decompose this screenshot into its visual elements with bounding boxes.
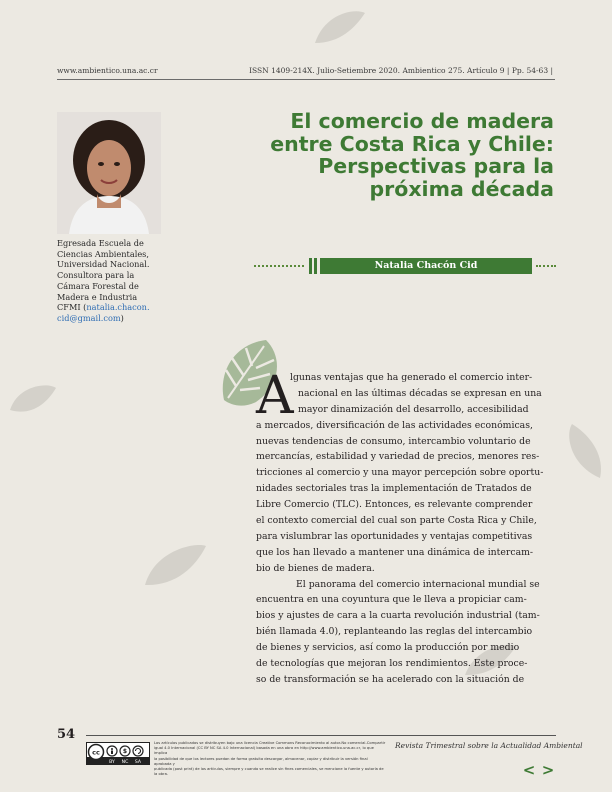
cc-label-sa: SA [134, 760, 142, 764]
svg-text:cc: cc [92, 748, 100, 757]
bio-line: CFMI (natalia.chacon. [57, 302, 150, 313]
author-name: Natalia Chacón Cid [320, 258, 532, 274]
body-line: lgunas ventajas que ha generado el comercio inter- [290, 372, 533, 383]
bio-line: Consultora para la [57, 270, 135, 281]
dotted-divider [536, 265, 556, 267]
body-line: encuentra en una coyuntura que le lleva a propiciar cam- [256, 594, 527, 606]
body-line: nacional en las últimas décadas se expresan en una [298, 387, 542, 399]
journal-name: Revista Trimestral sobre la Actualidad Ambiental [395, 741, 583, 750]
body-line: so de transformación se ha acelerado con la situación de [256, 673, 525, 685]
cc-license-icon [87, 743, 149, 764]
body-line: a mercados, diversificación de las actividades económicas, [256, 419, 533, 431]
dotted-divider [254, 265, 304, 267]
body-line: el contexto comercial del cual son parte Costa Rica y Chile, [256, 515, 537, 527]
author-portrait-image [57, 112, 161, 234]
background-leaf-icon [310, 8, 370, 48]
article-title: El comercio de madera entre Costa Rica y Chile: Perspectivas para la próxima década [270, 109, 554, 201]
body-line: Libre Comercio (TLC). Entonces, es relevante comprender [256, 499, 533, 511]
svg-text:$: $ [122, 748, 128, 756]
journal-url[interactable]: www.ambientico.una.ac.cr [57, 66, 158, 75]
author-byline [254, 256, 556, 274]
divider-bar [309, 258, 312, 274]
drop-cap: A [256, 366, 294, 426]
divider-bar [314, 258, 317, 274]
body-line: nuevas tendencias de consumo, intercambio voluntario de [256, 435, 531, 447]
issn-citation: ISSN 1409-214X. Julio-Setiembre 2020. Ambientico 275. Artículo 9 | Pp. 54-63 | [249, 66, 553, 75]
cc-label-nc: NC [121, 760, 129, 764]
body-line: de bienes y servicios, así como la producción por medio [256, 642, 520, 654]
bio-line: Madera e Industria [57, 291, 138, 302]
body-line: que los han llevado a mantener una dinámica de intercam- [256, 546, 534, 558]
body-line: bio de bienes de madera. [256, 562, 375, 574]
body-line: mayor dinamización del desarrollo, accesibilidad [298, 403, 529, 415]
author-email-link[interactable]: cid@gmail.com [57, 312, 121, 323]
body-line: El panorama del comercio internacional mundial se [296, 578, 540, 590]
bio-line: Ciencias Ambientales, [57, 248, 149, 259]
running-header [57, 66, 553, 78]
header-rule [57, 79, 555, 80]
body-line: tricciones al comercio y una mayor percepción sobre oportu- [256, 467, 544, 479]
background-leaf-icon [560, 420, 610, 480]
cc-label-by: BY [109, 760, 115, 764]
creative-commons-badge[interactable] [86, 742, 150, 765]
next-page-button[interactable]: > [541, 761, 555, 779]
license-text: Los artículos publicados se distribuyen bajo una licencia Creative Commons Reconocimiento al autor-No comercial-Compartir igual 4.0 Internacional (CC BY NC SA 4.0 Internacional) basada en una obra en http://www.ambientico.una.ac.cr, lo que implica la posibilidad de que los lectores puedan de forma gratuita descargar, almacenar, copiar y distribuir la versión final aprobada y publicada (post print) de los artículos, siempre y cuando se realice sin fines comerciales, se mencione la fuente y autoría de la obra. [154, 741, 386, 777]
bio-line: Cámara Forestal de [57, 280, 139, 291]
body-line: nidades sectoriales tras la implementación de Tratados de [256, 483, 532, 495]
author-bio [57, 238, 167, 324]
previous-page-button[interactable]: < [522, 761, 536, 779]
author-email-link[interactable]: natalia.chacon. [86, 302, 150, 313]
body-line: bios y ajustes de cara a la cuarta revolución industrial (tam- [256, 610, 540, 622]
background-leaf-icon [8, 380, 58, 420]
author-photo [57, 112, 161, 234]
body-line: para vislumbrar las oportunidades y ventajas competitivas [256, 530, 533, 542]
body-line: bién llamada 4.0), replanteando las reglas del intercambio [256, 626, 533, 638]
background-leaf-icon [140, 540, 210, 590]
footer-rule [86, 735, 556, 736]
article-body [256, 366, 556, 688]
page-number: 54 [57, 727, 76, 742]
body-line: mercancías, estabilidad y variedad de precios, menores res- [256, 451, 540, 463]
bio-line: Egresada Escuela de [57, 238, 144, 248]
bio-line: cid@gmail.com) [57, 312, 124, 323]
body-line: de tecnologías que mejoran los rendimientos. Este proce- [256, 658, 528, 670]
bio-line: Universidad Nacional. [57, 259, 150, 270]
